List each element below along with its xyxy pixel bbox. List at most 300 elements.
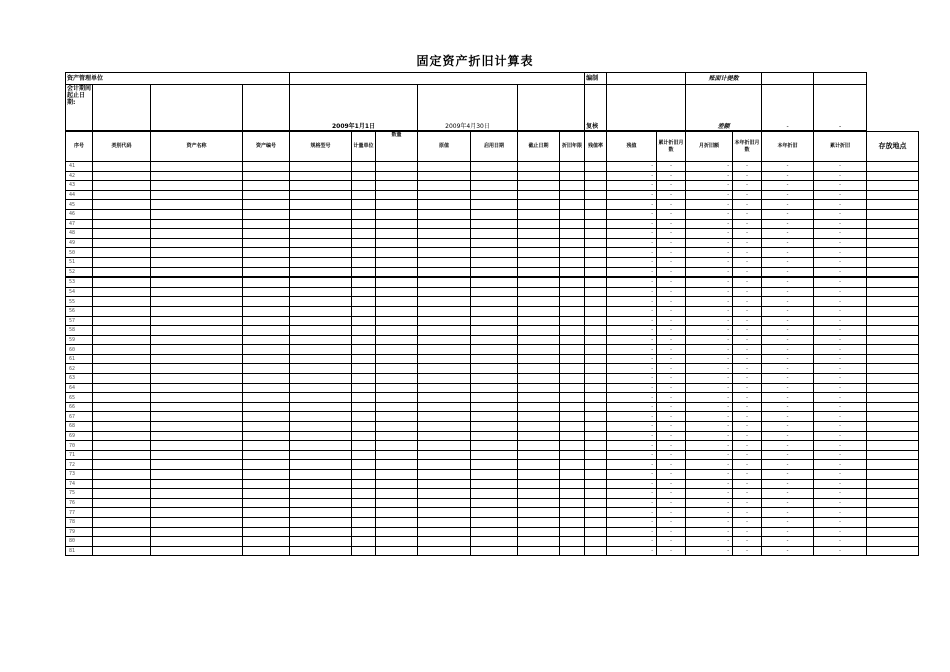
- table-cell: [867, 171, 919, 181]
- dash-cell: -: [607, 508, 657, 518]
- dash-cell: -: [657, 326, 686, 336]
- row-number: 55: [66, 297, 93, 307]
- table-cell: [243, 364, 290, 374]
- table-cell: [418, 479, 471, 489]
- table-cell: [290, 537, 352, 547]
- dash-cell: -: [814, 287, 867, 297]
- table-cell: [376, 450, 418, 460]
- table-cell: [352, 181, 376, 191]
- table-cell: [290, 229, 352, 239]
- dash-cell: -: [733, 200, 762, 210]
- table-cell: [560, 479, 585, 489]
- table-cell: [518, 479, 560, 489]
- dash-cell: -: [607, 450, 657, 460]
- dash-cell: -: [657, 238, 686, 248]
- table-cell: [243, 238, 290, 248]
- table-cell: [471, 393, 518, 403]
- table-cell: [243, 441, 290, 451]
- table-cell: [376, 479, 418, 489]
- table-cell: [585, 209, 607, 219]
- dash-cell: -: [657, 190, 686, 200]
- row-number: 57: [66, 316, 93, 326]
- table-row: [66, 517, 919, 527]
- table-cell: [560, 229, 585, 239]
- row-number: 68: [66, 422, 93, 432]
- dash-cell: -: [814, 316, 867, 326]
- table-cell: [867, 219, 919, 229]
- table-cell: [867, 306, 919, 316]
- table-cell: [376, 422, 418, 432]
- row-number: 53: [66, 277, 93, 287]
- table-row: [66, 489, 919, 499]
- table-cell: [418, 498, 471, 508]
- dash-cell: -: [733, 354, 762, 364]
- column-header: 数量: [376, 132, 418, 162]
- table-cell: [290, 479, 352, 489]
- table-row: [66, 190, 919, 200]
- dash-cell: -: [657, 277, 686, 287]
- table-cell: [93, 450, 151, 460]
- table-cell: [290, 527, 352, 537]
- table-cell: [352, 326, 376, 336]
- table-cell: [560, 209, 585, 219]
- table-cell: [93, 431, 151, 441]
- table-row: [66, 219, 919, 229]
- table-cell: [418, 248, 471, 258]
- column-header: 截止日期: [518, 132, 560, 162]
- table-cell: [243, 546, 290, 556]
- table-cell: [243, 450, 290, 460]
- table-cell: [151, 209, 243, 219]
- table-cell: [151, 200, 243, 210]
- dash-cell: -: [733, 470, 762, 480]
- dash-cell: -: [814, 335, 867, 345]
- table-cell: [243, 412, 290, 422]
- dash-cell: -: [686, 470, 733, 480]
- table-cell: [560, 267, 585, 277]
- table-row: [66, 479, 919, 489]
- dash-cell: -: [814, 508, 867, 518]
- table-cell: [418, 171, 471, 181]
- table-cell: [151, 162, 243, 172]
- table-cell: [471, 181, 518, 191]
- dash-cell: -: [607, 200, 657, 210]
- dash-cell: -: [733, 479, 762, 489]
- table-cell: [560, 431, 585, 441]
- table-cell: [290, 345, 352, 355]
- column-header: 月折旧额: [686, 132, 733, 162]
- table-cell: [585, 181, 607, 191]
- table-cell: [376, 364, 418, 374]
- table-cell: [867, 537, 919, 547]
- table-cell: [243, 470, 290, 480]
- dash-cell: -: [607, 479, 657, 489]
- row-number: 47: [66, 219, 93, 229]
- table-cell: [867, 546, 919, 556]
- table-cell: [352, 402, 376, 412]
- dash-cell: -: [607, 393, 657, 403]
- dash-cell: -: [814, 402, 867, 412]
- table-cell: [867, 200, 919, 210]
- table-cell: [93, 517, 151, 527]
- depreciation-table: [65, 131, 919, 556]
- table-cell: [93, 412, 151, 422]
- table-cell: [151, 248, 243, 258]
- table-cell: [560, 171, 585, 181]
- table-cell: [518, 257, 560, 267]
- table-cell: [290, 277, 352, 287]
- row-number: 60: [66, 345, 93, 355]
- table-cell: [867, 508, 919, 518]
- dash-cell: -: [814, 190, 867, 200]
- table-row: [66, 470, 919, 480]
- table-cell: [376, 546, 418, 556]
- column-header: 资产名称: [151, 132, 243, 162]
- dash-cell: -: [607, 248, 657, 258]
- table-cell: [151, 287, 243, 297]
- table-cell: [560, 422, 585, 432]
- dash-cell: -: [686, 498, 733, 508]
- table-cell: [867, 402, 919, 412]
- table-cell: [93, 470, 151, 480]
- table-cell: [376, 248, 418, 258]
- table-cell: [471, 190, 518, 200]
- table-cell: [518, 335, 560, 345]
- table-cell: [352, 267, 376, 277]
- table-cell: [243, 326, 290, 336]
- table-cell: [585, 229, 607, 239]
- dash-cell: -: [762, 190, 814, 200]
- table-cell: [418, 546, 471, 556]
- table-cell: [585, 517, 607, 527]
- table-cell: [471, 267, 518, 277]
- dash-cell: -: [814, 326, 867, 336]
- table-row: [66, 229, 919, 239]
- table-cell: [352, 345, 376, 355]
- column-header: 资产编号: [243, 132, 290, 162]
- dash-cell: -: [657, 354, 686, 364]
- table-cell: [560, 238, 585, 248]
- table-row: [66, 498, 919, 508]
- table-cell: [93, 326, 151, 336]
- table-cell: [376, 297, 418, 307]
- table-cell: [151, 316, 243, 326]
- table-cell: [151, 277, 243, 287]
- row-number: 56: [66, 306, 93, 316]
- dash-cell: -: [814, 277, 867, 287]
- dash-cell: -: [657, 248, 686, 258]
- dash-cell: -: [733, 219, 762, 229]
- table-cell: [418, 238, 471, 248]
- table-cell: [151, 546, 243, 556]
- dash-cell: -: [762, 229, 814, 239]
- table-cell: [867, 383, 919, 393]
- dash-cell: -: [733, 441, 762, 451]
- dash-cell: -: [733, 345, 762, 355]
- table-cell: [376, 316, 418, 326]
- table-cell: [352, 450, 376, 460]
- table-cell: [585, 364, 607, 374]
- table-cell: [471, 402, 518, 412]
- column-header: 原值: [418, 132, 471, 162]
- table-cell: [352, 546, 376, 556]
- table-cell: [418, 441, 471, 451]
- row-number: 62: [66, 364, 93, 374]
- row-number: 75: [66, 489, 93, 499]
- table-cell: [290, 402, 352, 412]
- dash-cell: -: [657, 441, 686, 451]
- table-cell: [560, 306, 585, 316]
- table-cell: [418, 162, 471, 172]
- table-cell: [471, 374, 518, 384]
- dash-cell: -: [657, 287, 686, 297]
- table-cell: [93, 209, 151, 219]
- table-cell: [518, 306, 560, 316]
- dash-cell: -: [733, 190, 762, 200]
- table-cell: [243, 200, 290, 210]
- table-row: [66, 257, 919, 267]
- dash-cell: -: [814, 422, 867, 432]
- table-cell: [418, 209, 471, 219]
- dash-cell: -: [762, 450, 814, 460]
- dash-cell: -: [762, 248, 814, 258]
- table-cell: [93, 297, 151, 307]
- table-cell: [290, 354, 352, 364]
- table-cell: [376, 431, 418, 441]
- table-cell: [471, 537, 518, 547]
- table-cell: [471, 316, 518, 326]
- table-cell: [867, 498, 919, 508]
- table-cell: [585, 267, 607, 277]
- table-cell: [560, 527, 585, 537]
- table-cell: [376, 393, 418, 403]
- table-cell: [352, 383, 376, 393]
- diff-label: 差额: [686, 85, 762, 131]
- table-cell: [243, 162, 290, 172]
- table-cell: [585, 441, 607, 451]
- table-cell: [290, 441, 352, 451]
- table-cell: [518, 460, 560, 470]
- row-number: 72: [66, 460, 93, 470]
- table-cell: [471, 345, 518, 355]
- dash-cell: -: [657, 162, 686, 172]
- table-cell: [518, 287, 560, 297]
- dash-cell: -: [733, 422, 762, 432]
- table-cell: [243, 277, 290, 287]
- table-cell: [243, 345, 290, 355]
- dash-cell: -: [686, 287, 733, 297]
- column-header: 规格型号: [290, 132, 352, 162]
- table-cell: [471, 171, 518, 181]
- table-cell: [471, 517, 518, 527]
- table-row: [66, 326, 919, 336]
- table-cell: [243, 517, 290, 527]
- dash-cell: -: [607, 470, 657, 480]
- dash-cell: -: [814, 306, 867, 316]
- row-number: 58: [66, 326, 93, 336]
- dash-cell: -: [686, 335, 733, 345]
- table-cell: [585, 374, 607, 384]
- table-cell: [290, 238, 352, 248]
- table-cell: [243, 248, 290, 258]
- table-cell: [290, 450, 352, 460]
- dash-cell: -: [657, 498, 686, 508]
- table-cell: [352, 209, 376, 219]
- table-cell: [290, 374, 352, 384]
- table-cell: [418, 287, 471, 297]
- dash-cell: -: [762, 441, 814, 451]
- table-cell: [867, 238, 919, 248]
- table-cell: [93, 393, 151, 403]
- dash-cell: -: [686, 190, 733, 200]
- table-cell: [93, 383, 151, 393]
- dash-cell: -: [657, 364, 686, 374]
- table-row: [66, 393, 919, 403]
- dash-cell: -: [607, 383, 657, 393]
- dash-cell: -: [686, 200, 733, 210]
- column-header: 累计折旧月数: [657, 132, 686, 162]
- column-header: 累计折旧: [814, 132, 867, 162]
- dash-cell: -: [607, 190, 657, 200]
- dash-cell: -: [686, 489, 733, 499]
- table-cell: [585, 431, 607, 441]
- table-cell: [471, 412, 518, 422]
- table-cell: [243, 537, 290, 547]
- table-cell: [151, 190, 243, 200]
- dash-cell: -: [686, 181, 733, 191]
- table-cell: [352, 364, 376, 374]
- table-cell: [867, 229, 919, 239]
- dash-cell: -: [814, 479, 867, 489]
- table-cell: [376, 412, 418, 422]
- table-cell: [376, 470, 418, 480]
- table-cell: [560, 190, 585, 200]
- table-cell: [560, 374, 585, 384]
- period-label: 会计期间起止日期:: [66, 85, 93, 131]
- table-cell: [243, 171, 290, 181]
- table-row: [66, 383, 919, 393]
- dash-cell: -: [814, 537, 867, 547]
- dash-cell: -: [607, 422, 657, 432]
- table-cell: [560, 498, 585, 508]
- table-cell: [352, 248, 376, 258]
- table-row: [66, 422, 919, 432]
- dash-cell: -: [657, 402, 686, 412]
- dash-cell: -: [607, 345, 657, 355]
- dash-cell: -: [814, 162, 867, 172]
- table-cell: [560, 383, 585, 393]
- table-cell: [290, 209, 352, 219]
- dash-cell: -: [814, 257, 867, 267]
- table-cell: [290, 316, 352, 326]
- table-row: [66, 431, 919, 441]
- dash-cell: -: [814, 412, 867, 422]
- dash-cell: -: [657, 267, 686, 277]
- dash-cell: -: [657, 181, 686, 191]
- dash-cell: -: [814, 229, 867, 239]
- table-cell: [585, 190, 607, 200]
- table-cell: [518, 364, 560, 374]
- table-cell: [585, 219, 607, 229]
- dash-cell: -: [607, 257, 657, 267]
- dash-cell: -: [762, 508, 814, 518]
- table-cell: [518, 489, 560, 499]
- table-cell: [518, 209, 560, 219]
- table-cell: [585, 162, 607, 172]
- table-cell: [352, 354, 376, 364]
- table-cell: [290, 287, 352, 297]
- table-cell: [243, 287, 290, 297]
- dash-cell: -: [762, 546, 814, 556]
- table-cell: [352, 257, 376, 267]
- table-cell: [471, 335, 518, 345]
- column-header: 序号: [66, 132, 93, 162]
- table-cell: [471, 287, 518, 297]
- row-number: 71: [66, 450, 93, 460]
- table-row: [66, 450, 919, 460]
- table-cell: [560, 517, 585, 527]
- table-cell: [585, 354, 607, 364]
- row-number: 54: [66, 287, 93, 297]
- dash-cell: -: [733, 383, 762, 393]
- dash-cell: -: [762, 238, 814, 248]
- table-cell: [93, 460, 151, 470]
- dash-cell: -: [762, 316, 814, 326]
- dash-cell: -: [607, 374, 657, 384]
- column-header: 类别代码: [93, 132, 151, 162]
- table-cell: [376, 181, 418, 191]
- dash-cell: -: [686, 374, 733, 384]
- column-header: 折旧年限: [560, 132, 585, 162]
- table-row: [66, 181, 919, 191]
- table-cell: [418, 412, 471, 422]
- table-cell: [560, 257, 585, 267]
- row-number: 73: [66, 470, 93, 480]
- row-number: 52: [66, 267, 93, 277]
- book-depr-value: [762, 73, 814, 85]
- table-cell: [243, 316, 290, 326]
- table-cell: [518, 537, 560, 547]
- row-number: 81: [66, 546, 93, 556]
- row-number: 50: [66, 248, 93, 258]
- dash-cell: -: [814, 498, 867, 508]
- table-cell: [243, 306, 290, 316]
- table-cell: [560, 345, 585, 355]
- dash-cell: -: [814, 517, 867, 527]
- table-cell: [418, 345, 471, 355]
- dash-cell: -: [762, 326, 814, 336]
- table-cell: [243, 181, 290, 191]
- table-cell: [243, 527, 290, 537]
- row-number: 70: [66, 441, 93, 451]
- dash-cell: -: [762, 181, 814, 191]
- table-cell: [93, 498, 151, 508]
- table-cell: [518, 393, 560, 403]
- row-number: 51: [66, 257, 93, 267]
- row-number: 48: [66, 229, 93, 239]
- table-cell: [290, 508, 352, 518]
- table-cell: [376, 383, 418, 393]
- table-row: [66, 238, 919, 248]
- table-cell: [243, 297, 290, 307]
- table-cell: [471, 326, 518, 336]
- table-cell: [867, 190, 919, 200]
- table-cell: [376, 326, 418, 336]
- table-cell: [585, 248, 607, 258]
- table-row: [66, 345, 919, 355]
- table-cell: [585, 257, 607, 267]
- table-cell: [560, 402, 585, 412]
